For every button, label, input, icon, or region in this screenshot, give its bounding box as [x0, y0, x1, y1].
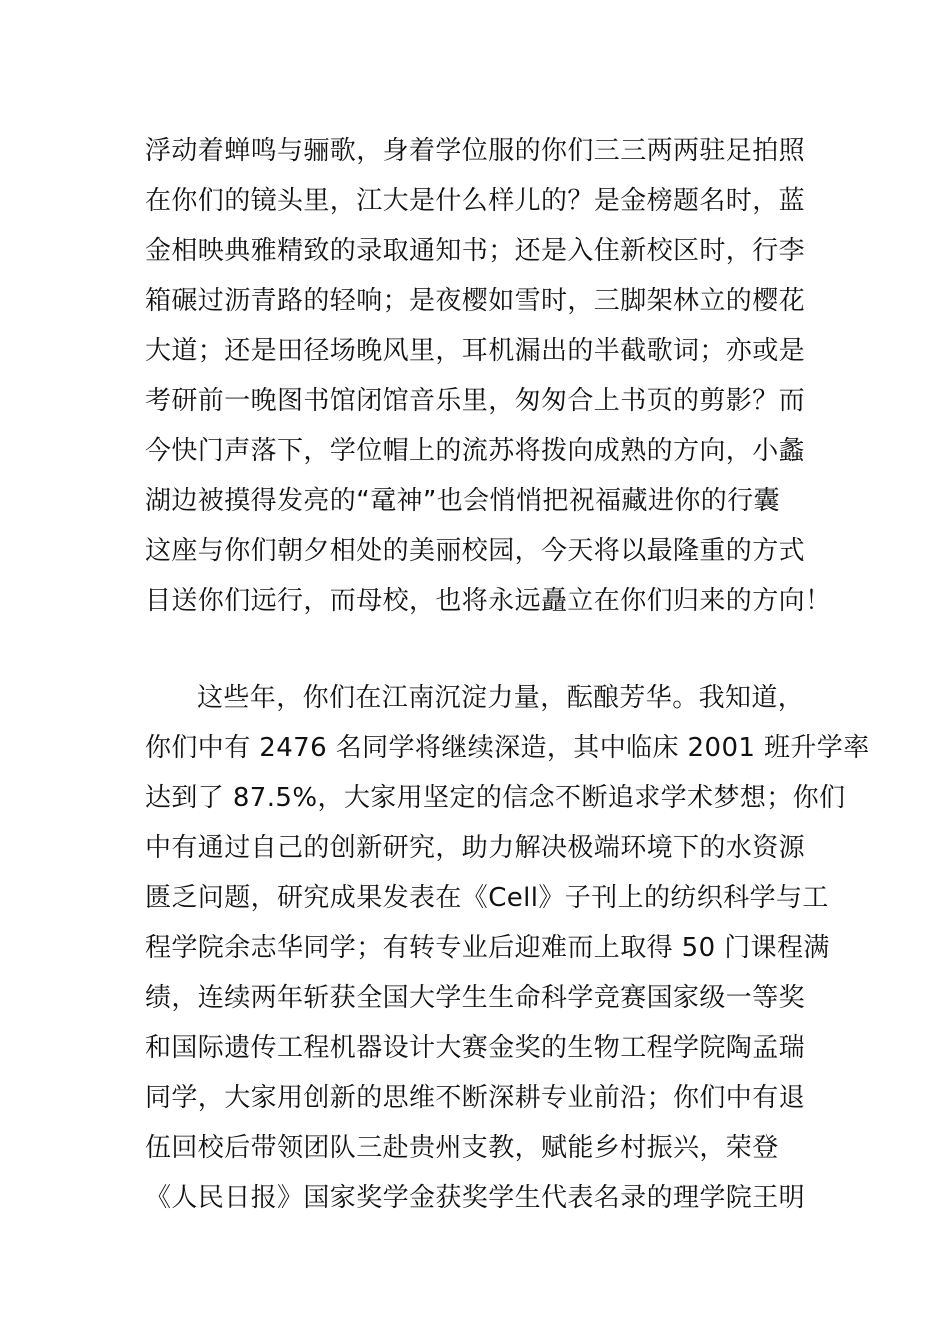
paragraph-line: 这座与你们朝夕相处的美丽校园，今天将以最隆重的方式 — [145, 536, 806, 566]
paragraph-line: 浮动着蝉鸣与骊歌，身着学位服的你们三三两两驻足拍照 — [145, 136, 806, 166]
paragraph-line: 金相映典雅精致的录取通知书；还是入住新校区时，行李 — [145, 236, 806, 266]
paragraph-line: 考研前一晚图书馆闭馆音乐里，匆匆合上书页的剪影？而 — [145, 386, 806, 416]
paragraph-line: 绩，连续两年斩获全国大学生生命科学竞赛国家级一等奖 — [145, 983, 806, 1013]
paragraph-line: 箱碾过沥青路的轻响；是夜樱如雪时，三脚架林立的樱花 — [145, 286, 806, 316]
paragraph-line: 目送你们远行，而母校，也将永远矗立在你们归来的方向！ — [145, 586, 832, 616]
paragraph-line: 《人民日报》国家奖学金获奖学生代表名录的理学院王明 — [145, 1183, 806, 1213]
paragraph-2 — [145, 673, 870, 1223]
paragraph-line: 今快门声落下，学位帽上的流苏将拨向成熟的方向，小蠡 — [145, 436, 806, 466]
paragraph-first-line: 这些年，你们在江南沉淀力量，酝酿芳华。我知道， — [197, 683, 805, 713]
paragraph-line: 湖边被摸得发亮的“鼋神”也会悄悄把祝福藏进你的行囊 — [145, 486, 780, 516]
paragraph-line: 在你们的镜头里，江大是什么样儿的？是金榜题名时，蓝 — [145, 186, 806, 216]
paragraph-line: 达到了 87.5%，大家用坚定的信念不断追求学术梦想；你们 — [145, 783, 846, 813]
paragraph-line: 程学院余志华同学；有转专业后迎难而上取得 50 门课程满 — [145, 933, 830, 963]
paragraph-line: 和国际遗传工程机器设计大赛金奖的生物工程学院陶孟瑞 — [145, 1033, 806, 1063]
paragraph-1 — [145, 126, 832, 626]
paragraph-line: 匮乏问题，研究成果发表在《Cell》子刊上的纺织科学与工 — [145, 883, 829, 913]
paragraph-line: 同学，大家用创新的思维不断深耕专业前沿；你们中有退 — [145, 1083, 806, 1113]
paragraph-line: 中有通过自己的创新研究，助力解决极端环境下的水资源 — [145, 833, 806, 863]
paragraph-line: 你们中有 2476 名同学将继续深造，其中临床 2001 班升学率 — [145, 733, 870, 763]
paragraph-line: 大道；还是田径场晚风里，耳机漏出的半截歌词；亦或是 — [145, 336, 806, 366]
paragraph-line: 伍回校后带领团队三赴贵州支教，赋能乡村振兴，荣登 — [145, 1133, 779, 1163]
